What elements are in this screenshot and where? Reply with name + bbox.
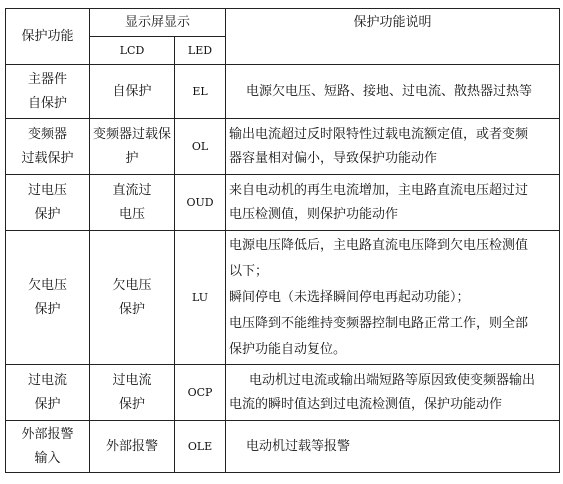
lcd-cell: 自保护	[90, 65, 175, 119]
protection-table	[5, 8, 560, 473]
table-row	[6, 231, 560, 365]
lcd-cell: 直流过 电压	[90, 175, 175, 231]
lcd-cell: 变频器过载保 护	[90, 119, 175, 175]
led-cell: OL	[175, 119, 226, 175]
description-cell: 电动机过电流或输出端短路等原因致使变频器输出 电流的瞬时值达到过电流检测值，保护功能动作	[226, 365, 560, 421]
led-cell: LU	[175, 231, 226, 365]
description-cell: 输出电流超过反时限特性过载电流额定值，或者变频 器容量相对偏小，导致保护功能动作	[226, 119, 560, 175]
function-cell: 外部报警 输入	[6, 421, 90, 473]
led-cell: OUD	[175, 175, 226, 231]
lcd-cell: 欠电压 保护	[90, 231, 175, 365]
header-lcd: LCD	[90, 37, 175, 65]
description-cell: 电源欠电压、短路、接地、过电流、散热器过热等	[226, 65, 560, 119]
table-row	[6, 65, 560, 119]
function-cell: 过电压 保护	[6, 175, 90, 231]
function-cell: 变频器 过载保护	[6, 119, 90, 175]
led-cell: OCP	[175, 365, 226, 421]
function-cell: 过电流 保护	[6, 365, 90, 421]
description-cell: 电动机过载等报警	[226, 421, 560, 473]
function-cell: 欠电压 保护	[6, 231, 90, 365]
header-function: 保护功能	[6, 9, 90, 65]
function-cell: 主器件 自保护	[6, 65, 90, 119]
header-display: 显示屏显示	[90, 9, 226, 37]
led-cell: OLE	[175, 421, 226, 473]
table-row	[6, 365, 560, 421]
led-cell: EL	[175, 65, 226, 119]
table-row	[6, 119, 560, 175]
description-cell: 来自电动机的再生电流增加，主电路直流电压超过过 电压检测值，则保护功能动作	[226, 175, 560, 231]
header-description: 保护功能说明	[226, 9, 560, 65]
description-cell: 电源电压降低后，主电路直流电压降到欠电压检测值 以下； 瞬间停电（未选择瞬间停电再起动功能）； 电压降到不能维持变频器控制电路正常工作，则全部 保护功能自动复位。	[226, 231, 560, 365]
header-row	[6, 9, 560, 37]
lcd-cell: 过电流 保护	[90, 365, 175, 421]
table-row	[6, 175, 560, 231]
table-row	[6, 421, 560, 473]
lcd-cell: 外部报警	[90, 421, 175, 473]
header-led: LED	[175, 37, 226, 65]
